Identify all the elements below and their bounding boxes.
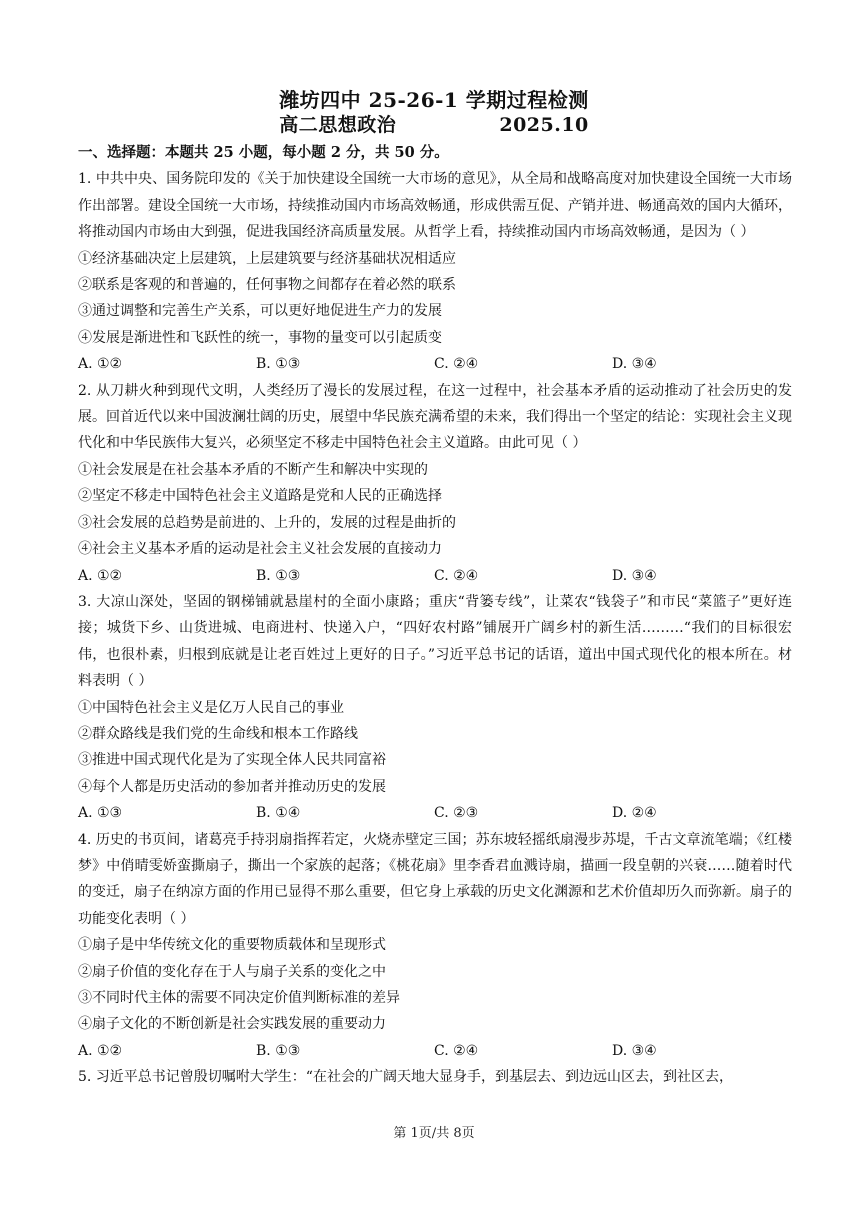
answer-choices: [78, 1038, 792, 1064]
choice-c: C. ②③: [434, 805, 479, 822]
subject-label: 高二思想政治: [279, 114, 397, 136]
statement-option: ④每个人都是历史活动的参加者并推动历史的发展: [78, 778, 386, 795]
question-3: [78, 589, 792, 827]
choice-b: B. ①③: [256, 1042, 301, 1059]
choice-c: C. ②④: [434, 1042, 479, 1059]
statement-option: ②坚定不移走中国特色社会主义道路是党和人民的正确选择: [78, 488, 442, 505]
choice-a: A. ①②: [78, 567, 123, 584]
choice-b: B. ①③: [256, 356, 301, 373]
choice-d: D. ③④: [612, 356, 657, 373]
question-1: [78, 166, 792, 377]
choice-d: D. ③④: [612, 1042, 657, 1059]
question-stem: 4. 历史的书页间，诸葛亮手持羽扇指挥若定，火烧赤壁定三国；苏东坡轻摇纸扇漫步苏堤，千古文章流笔端；《红楼梦》中俏晴雯娇蛮撕扇子，撕出一个家族的起落；《桃花扇》里李香君血溅诗扇，描画一段皇朝的兴衰……随着时代的变迁，扇子在纳凉方面的作用已显得不那么重要，但它身上承载的历史文化渊源和艺术价值却历久而弥新。扇子的功能变化表明（ ）: [78, 831, 792, 927]
statement-option: ①扇子是中华传统文化的重要物质载体和呈现形式: [78, 937, 386, 954]
statement-option: ④社会主义基本矛盾的运动是社会主义社会发展的直接动力: [78, 541, 442, 558]
question-stem: 1. 中共中央、国务院印发的《关于加快建设全国统一大市场的意见》，从全局和战略高度对加快建设全国统一大市场作出部署。建设全国统一大市场，持续推动国内市场高效畅通，形成供需互促、产销并进、畅通高效的国内大循环，将推动国内市场由大到强，促进我国经济高质量发展。从哲学上看，持续推动国内市场高效畅通，是因为（ ）: [78, 171, 792, 241]
statement-option: ①中国特色社会主义是亿万人民自己的事业: [78, 699, 344, 716]
answer-choices: [78, 563, 792, 589]
statement-option: ②联系是客观的和普遍的，任何事物之间都存在着必然的联系: [78, 277, 456, 294]
choice-d: D. ②④: [612, 805, 657, 822]
exam-content: [78, 140, 792, 1091]
answer-choices: [78, 351, 792, 377]
choice-a: A. ①②: [78, 356, 123, 373]
exam-subtitle: [0, 110, 868, 137]
question-stem: 3. 大凉山深处，坚固的钢梯铺就悬崖村的全面小康路；重庆“背篓专线”，让菜农“钱袋子”和市民“菜篮子”更好连接；城货下乡、山货进城、电商进村、快递入户，“四好农村路”铺展开广阔乡村的新生活………“我们的目标很宏伟，也很朴素，归根到底就是让老百姓过上更好的日子。”习近平总书记的话语，道出中国式现代化的根本所在。材料表明（ ）: [78, 593, 792, 690]
statement-option: ④发展是渐进性和飞跃性的统一，事物的量变可以引起质变: [78, 329, 442, 346]
choice-d: D. ③④: [612, 567, 657, 584]
choice-b: B. ①④: [256, 805, 301, 822]
question-4: [78, 827, 792, 1065]
statement-option: ②群众路线是我们党的生命线和根本工作路线: [78, 725, 358, 742]
exam-title: 潍坊四中 25-26-1 学期过程检测: [279, 88, 589, 112]
statement-option: ①社会发展是在社会基本矛盾的不断产生和解决中实现的: [78, 461, 428, 478]
choice-c: C. ②④: [434, 567, 479, 584]
choice-a: A. ①③: [78, 805, 123, 822]
question-2: [78, 378, 792, 589]
choice-c: C. ②④: [434, 356, 479, 373]
question-stem: 2. 从刀耕火种到现代文明，人类经历了漫长的发展过程，在这一过程中，社会基本矛盾的运动推动了社会历史的发展。回首近代以来中国波澜壮阔的历史，展望中华民族充满希望的未来，我们得出一个坚定的结论：实现社会主义现代化和中华民族伟大复兴，必须坚定不移走中国特色社会主义道路。由此可见（ ）: [78, 382, 792, 452]
choice-a: A. ①②: [78, 1042, 123, 1059]
section-heading: 一、选择题：本题共 25 小题，每小题 2 分，共 50 分。: [78, 144, 449, 161]
answer-choices: [78, 800, 792, 826]
statement-option: ③推进中国式现代化是为了实现全体人民共同富裕: [78, 752, 386, 769]
page-number: 第 1页/共 8页: [393, 1126, 475, 1141]
statement-option: ①经济基础决定上层建筑，上层建筑要与经济基础状况相适应: [78, 250, 456, 267]
statement-option: ③社会发展的总趋势是前进的、上升的，发展的过程是曲折的: [78, 514, 456, 531]
choice-b: B. ①③: [256, 567, 301, 584]
statement-option: ③通过调整和完善生产关系，可以更好地促进生产力的发展: [78, 303, 442, 320]
statement-option: ④扇子文化的不断创新是社会实践发展的重要动力: [78, 1016, 386, 1033]
question-stem: 5. 习近平总书记曾殷切嘱咐大学生：“在社会的广阔天地大显身手，到基层去、到边远山区去，到社区去，: [78, 1069, 733, 1086]
exam-date: 2025.10: [499, 114, 589, 136]
question-5: [78, 1064, 792, 1090]
statement-option: ②扇子价值的变化存在于人与扇子关系的变化之中: [78, 963, 386, 980]
statement-option: ③不同时代主体的需要不同决定价值判断标准的差异: [78, 990, 400, 1006]
